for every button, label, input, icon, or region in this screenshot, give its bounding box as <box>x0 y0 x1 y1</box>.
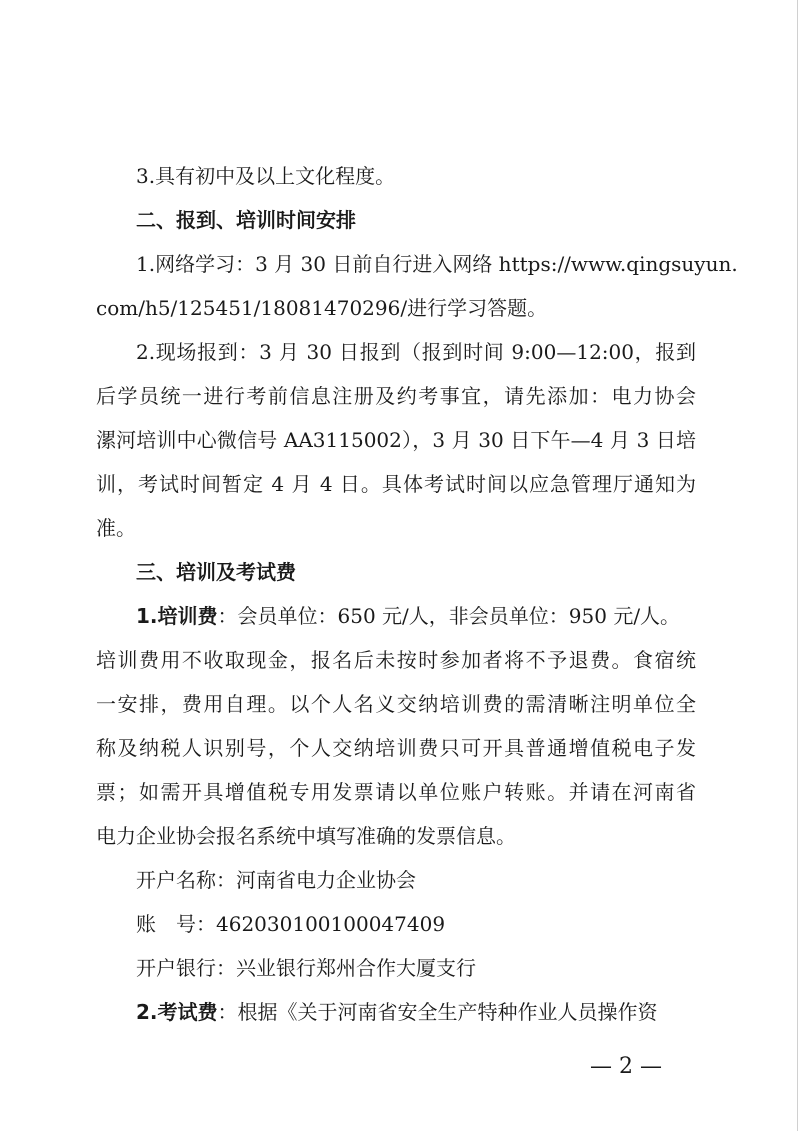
training-fee-text: ：会员单位：650 元/人，非会员单位：950 元/人。 <box>217 604 681 628</box>
account-bank: 开户银行：兴业银行郑州合作大厦支行 <box>136 956 476 980</box>
page-edge-line <box>797 0 798 1131</box>
section-heading-registration-schedule: 二、报到、培训时间安排 <box>136 208 356 232</box>
paragraph-exam-fee-line-1 <box>136 1000 696 1024</box>
account-name: 开户名称：河南省电力企业协会 <box>136 868 416 892</box>
paragraph-online-study-line-1: 1.网络学习：3 月 30 日前自行进入网络 https://www.qingsuyun. <box>136 252 738 276</box>
paragraph-onsite-registration-line-1: 2.现场报到：3 月 30 日报到（报到时间 9:00—12:00，报到 <box>136 340 696 364</box>
paragraph-training-fee-line-6: 电力企业协会报名系统中填写准确的发票信息。 <box>96 824 516 848</box>
section-heading-fees: 三、培训及考试费 <box>136 560 296 584</box>
paragraph-training-fee-line-3: 一安排，费用自理。以个人名义交纳培训费的需清晰注明单位全 <box>96 692 696 716</box>
training-fee-label: 1.培训费 <box>136 604 218 628</box>
paragraph-online-study-line-2: com/h5/125451/18081470296/进行学习答题。 <box>96 296 548 320</box>
paragraph-onsite-registration-line-2: 后学员统一进行考前信息注册及约考事宜，请先添加：电力协会 <box>96 384 696 408</box>
paragraph-training-fee-line-5: 票；如需开具增值税专用发票请以单位账户转账。并请在河南省 <box>96 780 696 804</box>
paragraph-education-requirement: 3.具有初中及以上文化程度。 <box>136 164 396 188</box>
page-number: — 2 — <box>590 1054 662 1079</box>
paragraph-onsite-registration-line-3: 漯河培训中心微信号 AA3115002），3 月 30 日下午—4 月 3 日培 <box>96 428 696 452</box>
paragraph-onsite-registration-line-4: 训，考试时间暂定 4 月 4 日。具体考试时间以应急管理厅通知为 <box>96 472 696 496</box>
account-number: 账 号：462030100100047409 <box>136 912 446 936</box>
paragraph-onsite-registration-line-5: 准。 <box>96 516 136 540</box>
exam-fee-label: 2.考试费 <box>136 1000 218 1024</box>
paragraph-training-fee-line-1 <box>136 604 696 628</box>
exam-fee-text: ：根据《关于河南省安全生产特种作业人员操作资 <box>217 1000 658 1024</box>
paragraph-training-fee-line-4: 称及纳税人识别号，个人交纳培训费只可开具普通增值税电子发 <box>96 736 696 760</box>
paragraph-training-fee-line-2: 培训费用不收取现金，报名后未按时参加者将不予退费。食宿统 <box>96 648 696 672</box>
